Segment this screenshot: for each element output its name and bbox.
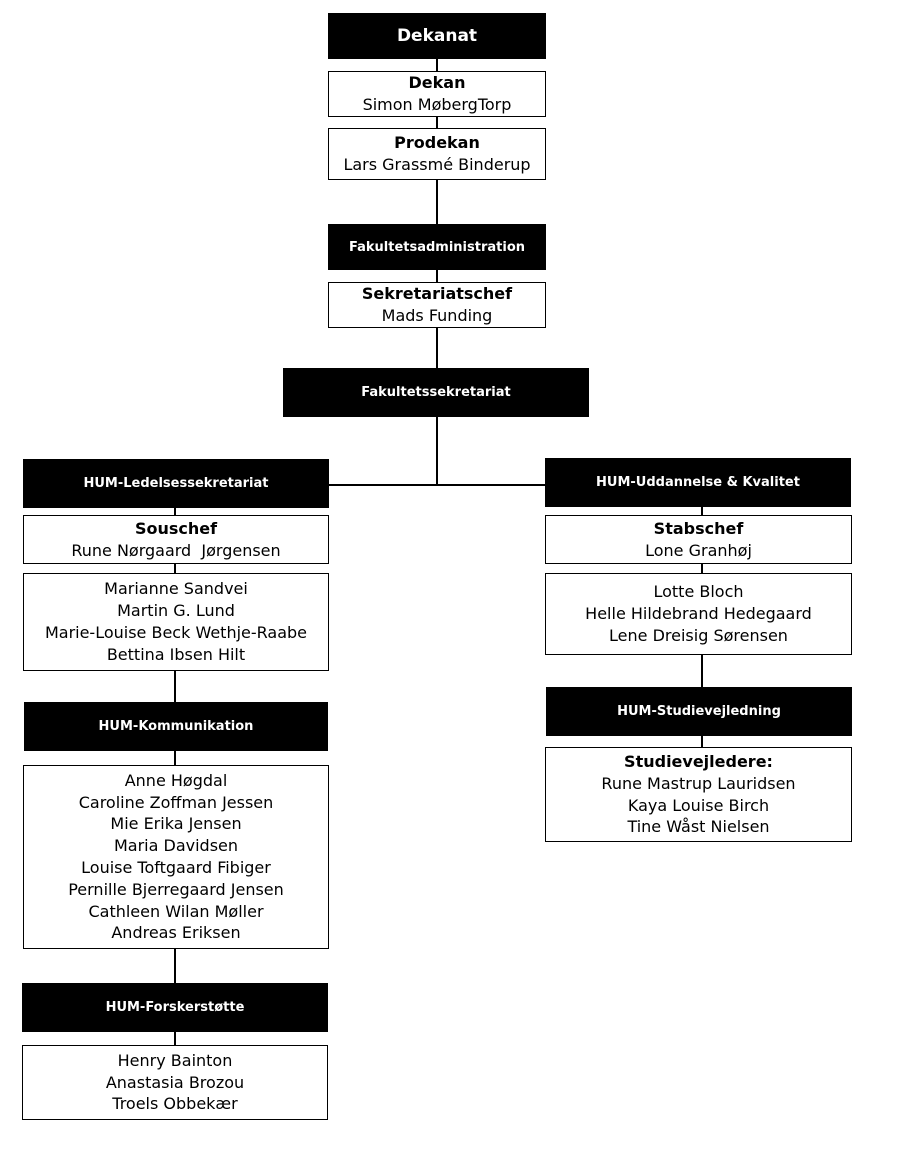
- connector-line: [701, 507, 703, 515]
- dekan-name: Simon MøbergTorp: [362, 95, 512, 114]
- ledelsessekretariat-header: HUM-Ledelsessekretariat: [23, 459, 329, 508]
- staff-name: Caroline Zoffman Jessen: [78, 792, 274, 812]
- sekretariatschef-box: [328, 282, 546, 328]
- connector-line: [174, 507, 176, 515]
- prodekan-box: [328, 128, 546, 180]
- staff-name: Pernille Bjerregaard Jensen: [68, 879, 284, 899]
- connector-line: [174, 670, 176, 702]
- sekretariatschef-name: Mads Funding: [381, 306, 493, 325]
- staff-name: Bettina Ibsen Hilt: [106, 644, 246, 664]
- dekanat-header: Dekanat: [328, 13, 546, 59]
- connector-line: [174, 1031, 176, 1045]
- staff-name: Rune Mastrup Lauridsen: [601, 773, 796, 793]
- connector-line: [436, 116, 438, 128]
- staff-name: Maria Davidsen: [113, 836, 239, 856]
- staff-name: Kaya Louise Birch: [627, 795, 770, 815]
- studievejledere-title: Studievejledere:: [624, 751, 773, 771]
- staff-name: Marie-Louise Beck Wethje-Raabe: [44, 623, 308, 642]
- connector-line: [174, 948, 176, 983]
- staff-name: Tine Wåst Nielsen: [627, 817, 770, 837]
- sekretariatschef-title: Sekretariatschef: [361, 284, 513, 304]
- fakultetssekretariat-header: Fakultetssekretariat: [283, 368, 589, 417]
- stabschef-name: Lone Granhøj: [645, 540, 752, 560]
- stabschef-title: Stabschef: [653, 518, 744, 538]
- connector-line: [701, 735, 703, 747]
- connector-line: [436, 327, 438, 368]
- studievejledere-box: [545, 747, 852, 842]
- staff-name: Anne Høgdal: [124, 770, 228, 790]
- dekan-title: Dekan: [408, 73, 466, 93]
- connector-line: [436, 416, 438, 485]
- connector-line: [174, 750, 176, 765]
- forskerstotte-header: HUM-Forskerstøtte: [22, 983, 328, 1032]
- staff-name: Troels Obbekær: [112, 1094, 238, 1114]
- ledelsessekretariat-staff-box: [23, 573, 329, 671]
- connector-line: [701, 654, 703, 687]
- staff-name: Andreas Eriksen: [111, 923, 241, 943]
- staff-name: Lotte Bloch: [653, 582, 744, 602]
- uddannelse-kvalitet-header: HUM-Uddannelse & Kvalitet: [545, 458, 851, 507]
- fakultetsadministration-header: Fakultetsadministration: [328, 224, 546, 270]
- souschef-box: [23, 515, 329, 564]
- prodekan-title: Prodekan: [394, 133, 480, 153]
- forskerstotte-staff-box: [22, 1045, 328, 1120]
- dekan-box: [328, 71, 546, 117]
- staff-name: Louise Toftgaard Fibiger: [81, 858, 271, 877]
- connector-line: [174, 563, 176, 573]
- prodekan-name: Lars Grassmé Binderup: [343, 155, 531, 174]
- staff-name: Martin G. Lund: [117, 601, 235, 621]
- souschef-title: Souschef: [134, 518, 218, 538]
- staff-name: Cathleen Wilan Møller: [88, 901, 264, 921]
- kommunikation-header: HUM-Kommunikation: [24, 702, 328, 751]
- kommunikation-staff-box: [23, 765, 329, 949]
- staff-name: Marianne Sandvei: [104, 579, 248, 599]
- staff-name: Mie Erika Jensen: [110, 814, 242, 834]
- staff-name: Lene Dreisig Sørensen: [609, 625, 788, 645]
- connector-line: [436, 269, 438, 282]
- staff-name: Anastasia Brozou: [105, 1072, 245, 1092]
- staff-name: Henry Bainton: [117, 1050, 233, 1070]
- connector-line: [701, 563, 703, 573]
- studievejledning-header: HUM-Studievejledning: [546, 687, 852, 736]
- staff-name: Helle Hildebrand Hedegaard: [585, 604, 812, 624]
- souschef-name: Rune Nørgaard Jørgensen: [71, 540, 281, 560]
- connector-line: [328, 484, 546, 486]
- stabschef-box: [545, 515, 852, 564]
- uddannelse-staff-box: [545, 573, 852, 655]
- connector-line: [436, 58, 438, 71]
- connector-line: [436, 179, 438, 224]
